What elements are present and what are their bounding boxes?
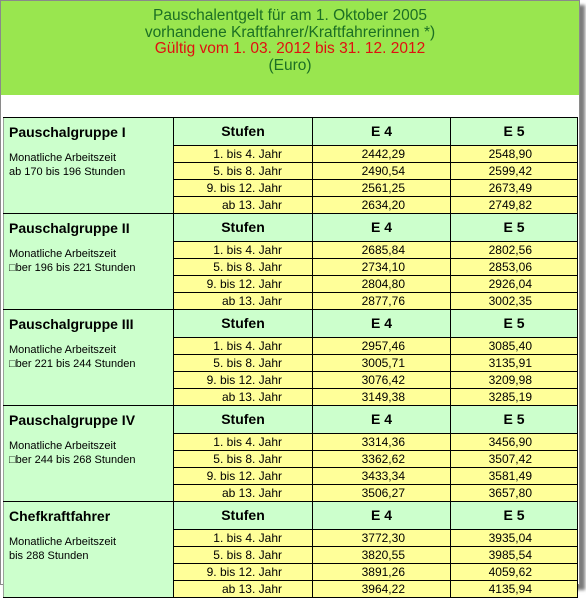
e4-value-cell: 3362,62 [313, 451, 451, 468]
title-line-2: vorhandene Kraftfahrer/Kraftfahrerinnen *) [144, 23, 436, 41]
stufe-cell: ab 13. Jahr [174, 197, 313, 214]
stufe-cell: 9. bis 12. Jahr [174, 276, 313, 293]
group-label-cell [4, 406, 174, 502]
e5-value-cell: 3085,40 [451, 338, 578, 355]
title-line-1: Pauschalentgelt für am 1. Oktober 2005 [153, 7, 427, 24]
group-desc-line-1: Monatliche Arbeitszeit [9, 344, 116, 356]
e5-value-cell: 3657,80 [451, 485, 578, 502]
group-desc-line-1: Monatliche Arbeitszeit [9, 248, 116, 260]
e5-value-cell: 3581,49 [451, 468, 578, 485]
group-desc-line-2: bis 288 Stunden [9, 550, 89, 562]
column-header-e4: E 4 [313, 406, 451, 434]
group-name: Pauschalgruppe II [9, 220, 130, 236]
e5-value-cell: 3285,19 [451, 389, 578, 406]
e5-value-cell: 2853,06 [451, 259, 578, 276]
e5-value-cell: 2599,42 [451, 163, 578, 180]
e4-value-cell: 3964,22 [313, 581, 451, 598]
salary-table [3, 117, 578, 598]
stufe-cell: 9. bis 12. Jahr [174, 564, 313, 581]
e4-value-cell: 3772,30 [313, 530, 451, 547]
e4-value-cell: 3891,26 [313, 564, 451, 581]
e4-value-cell: 3506,27 [313, 485, 451, 502]
group-label-cell [4, 214, 174, 310]
stufe-cell: 5. bis 8. Jahr [174, 355, 313, 372]
column-header-e5: E 5 [451, 310, 578, 338]
stufe-cell: 5. bis 8. Jahr [174, 259, 313, 276]
stufe-cell: 5. bis 8. Jahr [174, 451, 313, 468]
stufe-cell: ab 13. Jahr [174, 581, 313, 598]
stufe-cell: ab 13. Jahr [174, 389, 313, 406]
column-header-e5: E 5 [451, 502, 578, 530]
e4-value-cell: 2634,20 [313, 197, 451, 214]
e5-value-cell: 2673,49 [451, 180, 578, 197]
column-header-stufen: Stufen [174, 214, 313, 242]
stufe-cell: ab 13. Jahr [174, 293, 313, 310]
e5-value-cell: 4135,94 [451, 581, 578, 598]
group-name: Pauschalgruppe I [9, 124, 126, 140]
stufe-cell: 5. bis 8. Jahr [174, 547, 313, 564]
group-name: Pauschalgruppe III [9, 316, 134, 332]
column-header-e4: E 4 [313, 502, 451, 530]
group-desc-line-2: □ber 221 bis 244 Stunden [9, 358, 136, 370]
group-desc-line-1: Monatliche Arbeitszeit [9, 536, 116, 548]
group-desc-line-1: Monatliche Arbeitszeit [9, 152, 116, 164]
e4-value-cell: 2442,29 [313, 146, 451, 163]
stufe-cell: 1. bis 4. Jahr [174, 530, 313, 547]
e4-value-cell: 3433,34 [313, 468, 451, 485]
e4-value-cell: 3820,55 [313, 547, 451, 564]
stufe-cell: 1. bis 4. Jahr [174, 338, 313, 355]
column-header-e5: E 5 [451, 118, 578, 146]
e5-value-cell: 3209,98 [451, 372, 578, 389]
e5-value-cell: 2749,82 [451, 197, 578, 214]
stufe-cell: 5. bis 8. Jahr [174, 163, 313, 180]
group-desc-line-2: □ber 196 bis 221 Stunden [9, 262, 136, 274]
e4-value-cell: 2734,10 [313, 259, 451, 276]
group-label-cell [4, 310, 174, 406]
currency-line: (Euro) [268, 56, 312, 74]
group-header-row [4, 214, 578, 242]
group-desc-line-2: □ber 244 bis 268 Stunden [9, 454, 136, 466]
e5-value-cell: 4059,62 [451, 564, 578, 581]
e5-value-cell: 3456,90 [451, 434, 578, 451]
column-header-stufen: Stufen [174, 118, 313, 146]
group-header-row [4, 502, 578, 530]
group-name: Chefkraftfahrer [9, 508, 111, 524]
group-desc-line-1: Monatliche Arbeitszeit [9, 440, 116, 452]
e4-value-cell: 2685,84 [313, 242, 451, 259]
group-header-row [4, 310, 578, 338]
e5-value-cell: 3985,54 [451, 547, 578, 564]
group-header-row [4, 406, 578, 434]
e4-value-cell: 3149,38 [313, 389, 451, 406]
stufe-cell: 1. bis 4. Jahr [174, 146, 313, 163]
e4-value-cell: 2957,46 [313, 338, 451, 355]
group-desc-line-2: ab 170 bis 196 Stunden [9, 166, 126, 178]
e4-value-cell: 2490,54 [313, 163, 451, 180]
validity-line: Gültig vom 1. 03. 2012 bis 31. 12. 2012 [154, 40, 426, 57]
e4-value-cell: 3076,42 [313, 372, 451, 389]
e4-value-cell: 3314,36 [313, 434, 451, 451]
column-header-e5: E 5 [451, 406, 578, 434]
column-header-stufen: Stufen [174, 406, 313, 434]
stufe-cell: ab 13. Jahr [174, 485, 313, 502]
group-label-cell [4, 118, 174, 214]
e5-value-cell: 2926,04 [451, 276, 578, 293]
e4-value-cell: 3005,71 [313, 355, 451, 372]
stufe-cell: 9. bis 12. Jahr [174, 372, 313, 389]
e5-value-cell: 2548,90 [451, 146, 578, 163]
e5-value-cell: 3507,42 [451, 451, 578, 468]
e5-value-cell: 3935,04 [451, 530, 578, 547]
column-header-stufen: Stufen [174, 502, 313, 530]
column-header-e4: E 4 [313, 214, 451, 242]
e5-value-cell: 2802,56 [451, 242, 578, 259]
stufe-cell: 9. bis 12. Jahr [174, 468, 313, 485]
column-header-e4: E 4 [313, 118, 451, 146]
group-header-row [4, 118, 578, 146]
stufe-cell: 9. bis 12. Jahr [174, 180, 313, 197]
e4-value-cell: 2561,25 [313, 180, 451, 197]
stufe-cell: 1. bis 4. Jahr [174, 434, 313, 451]
stufe-cell: 1. bis 4. Jahr [174, 242, 313, 259]
column-header-stufen: Stufen [174, 310, 313, 338]
e5-value-cell: 3002,35 [451, 293, 578, 310]
e4-value-cell: 2804,80 [313, 276, 451, 293]
e5-value-cell: 3135,91 [451, 355, 578, 372]
column-header-e5: E 5 [451, 214, 578, 242]
column-header-e4: E 4 [313, 310, 451, 338]
title-banner [1, 1, 579, 95]
group-label-cell [4, 502, 174, 598]
group-name: Pauschalgruppe IV [9, 412, 136, 428]
salary-table-body [4, 118, 578, 598]
e4-value-cell: 2877,76 [313, 293, 451, 310]
